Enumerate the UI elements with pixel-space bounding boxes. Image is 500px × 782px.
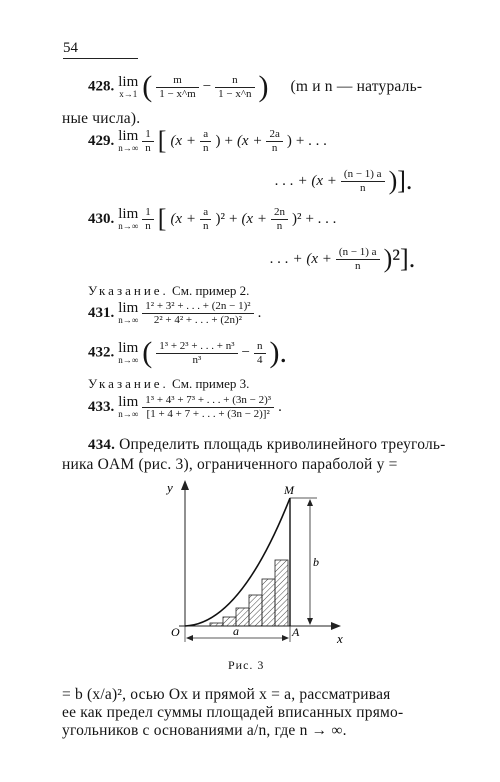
problem-434-line: ее как предел суммы площадей вписанных прямо- — [62, 704, 404, 721]
problem-430-cont: . . . + (x + $\frac{(n - 1) a}{n}$ )²]. — [270, 244, 416, 274]
problem-number: 429. — [88, 132, 115, 149]
label-x: x — [337, 631, 343, 646]
fraction: $\frac{(n - 1) a}{n}$ — [341, 168, 385, 194]
inscribed-rectangles — [210, 560, 288, 626]
fraction: $\frac{1}{n}$ — [142, 206, 154, 232]
problem-433: 433. lim n→∞ $\frac{\text{1³ + 4³ + 7³ + . . . + (3n − 2)³}}{\text{[1 + 4 + 7 + . . . + (3n − 2)]²}}$ . — [88, 394, 282, 420]
limit: lim n→∞ — [118, 128, 139, 154]
problem-429-cont: . . . + (x + $\frac{(n - 1) a}{n}$ )]. — [275, 166, 413, 196]
problem-428: 428. lim x→1 ( $\frac{m}{1 - x\^{}m}$ − $\frac{n}{1 - x\^{}n}$ ) (m и n — натураль- — [88, 70, 423, 103]
label-M: M — [284, 483, 294, 497]
page-number: 54 — [63, 40, 78, 56]
problem-431: 431. lim n→∞ $\frac{\text{1² + 3² + . . . + (2n − 1)²}}{\text{2² + 4² + . . . + (2n)²}}$ . — [88, 300, 262, 326]
fraction: $\frac{\text{1³ + 2³ + . . . + n³}}{\text{n³}}$ — [156, 340, 237, 366]
hint: Указание. См. пример 2. — [88, 283, 250, 298]
problem-note: (m и n — натураль- — [290, 77, 423, 95]
problem-number: 428. — [88, 78, 115, 95]
problem-note-cont: ные числа). — [62, 110, 141, 127]
fraction: $\frac{a}{n}$ — [200, 128, 212, 154]
page-number-rule — [63, 58, 138, 59]
problem-434: 434. Определить площадь криволинейного треуголь- — [88, 436, 446, 453]
fraction: $\frac{1}{n}$ — [142, 128, 154, 154]
fraction: $\frac{2a}{n}$ — [266, 128, 282, 154]
problem-434-line: = b (x/a)², осью Ox и прямой x = a, рассматривая — [62, 686, 391, 703]
fraction: $\frac{n}{1 - x\^{}n}$ — [215, 74, 254, 100]
hint: Указание. См. пример 3. — [88, 376, 250, 391]
limit: lim n→∞ — [118, 206, 139, 232]
fraction: $\frac{(n - 1) a}{n}$ — [336, 246, 380, 272]
limit: lim n→∞ — [118, 340, 139, 365]
problem-number: 430. — [88, 210, 115, 227]
fraction: $\frac{2n}{n}$ — [271, 206, 288, 232]
figure-caption: Рис. 3 — [228, 658, 265, 672]
limit: lim n→∞ — [118, 300, 139, 326]
problem-430: 430. lim n→∞ $\frac{1}{n}$ [ (x + $\frac{a}{n}$ )² + (x + $\frac{2n}{n}$ )² + . . . — [88, 204, 337, 234]
figure-parabola — [165, 478, 350, 648]
label-b: b — [313, 555, 319, 569]
problem-432: 432. lim n→∞ ( $\frac{\text{1³ + 2³ + . . . + n³}}{\text{n³}}$ − $\frac{n}{4}$ ). — [88, 336, 287, 369]
problem-number: 433. — [88, 398, 115, 415]
problem-number: 431. — [88, 304, 115, 321]
limit: lim x→1 — [118, 74, 139, 99]
fraction: $\frac{\text{1³ + 4³ + 7³ + . . . + (3n − 2)³}}{\text{[1 + 4 + 7 + . . . + (3n − 2)]²}}$ — [142, 394, 274, 420]
problem-429: 429. lim n→∞ $\frac{1}{n}$ [ (x + $\frac{a}{n}$ ) + (x + $\frac{2a}{n}$ ) + . . . — [88, 126, 327, 156]
fraction: $\frac{m}{1 - x\^{}m}$ — [156, 74, 198, 100]
fraction: $\frac{a}{n}$ — [200, 206, 212, 232]
problem-number: 434. — [88, 437, 116, 453]
problem-434-line: ника OAM (рис. 3), ограниченного параболой y = — [62, 456, 398, 473]
fraction: $\frac{\text{1² + 3² + . . . + (2n − 1)²}}{\text{2² + 4² + . . . + (2n)²}}$ — [142, 300, 253, 326]
problem-number: 432. — [88, 344, 115, 361]
problem-434-line: угольников с основаниями a/n, где n → ∞. — [62, 722, 347, 739]
label-a: a — [233, 624, 239, 638]
label-O: O — [171, 625, 180, 639]
fraction: $\frac{n}{4}$ — [254, 340, 266, 366]
limit: lim n→∞ — [118, 394, 139, 420]
label-y: y — [167, 480, 173, 495]
label-A: A — [292, 625, 300, 639]
